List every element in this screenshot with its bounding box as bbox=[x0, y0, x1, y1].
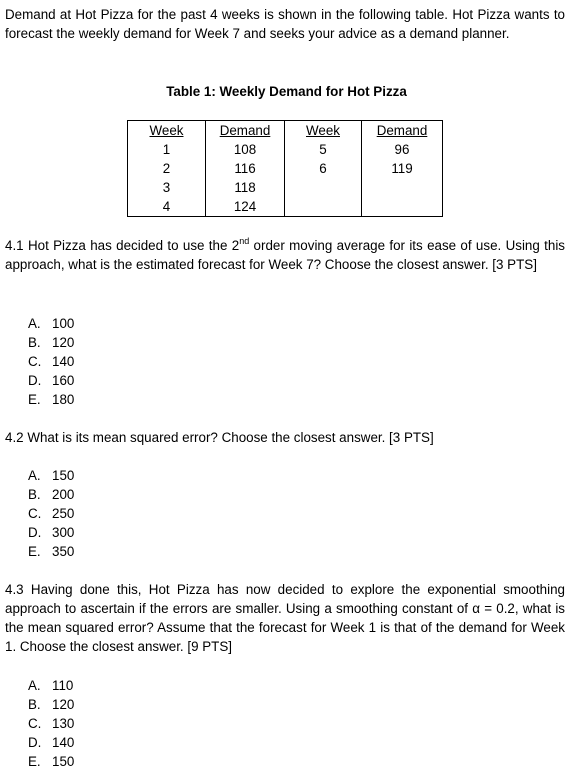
option-value: 100 bbox=[52, 316, 75, 331]
table-cell: 118 bbox=[206, 178, 285, 197]
answer-option bbox=[28, 523, 74, 542]
option-letter: D. bbox=[28, 373, 42, 388]
answer-option bbox=[28, 714, 74, 733]
option-value: 140 bbox=[52, 735, 75, 750]
table-cell: 119 bbox=[362, 159, 443, 178]
table-cell: 116 bbox=[206, 159, 285, 178]
option-letter: A. bbox=[28, 468, 41, 483]
option-letter: E. bbox=[28, 754, 41, 769]
option-letter: E. bbox=[28, 392, 41, 407]
option-value: 150 bbox=[52, 468, 75, 483]
option-value: 120 bbox=[52, 697, 75, 712]
ordinal-superscript: nd bbox=[239, 235, 250, 246]
question-4-1 bbox=[5, 236, 565, 274]
header-week-1: Week bbox=[128, 121, 206, 141]
question-4-2-options bbox=[28, 466, 74, 561]
table-cell: 2 bbox=[128, 159, 206, 178]
answer-option bbox=[28, 542, 74, 561]
table-cell bbox=[285, 178, 362, 197]
header-demand-2: Demand bbox=[362, 121, 443, 141]
option-letter: B. bbox=[28, 487, 41, 502]
option-value: 120 bbox=[52, 335, 75, 350]
answer-option bbox=[28, 733, 74, 752]
answer-option bbox=[28, 314, 74, 333]
answer-option bbox=[28, 352, 74, 371]
option-value: 140 bbox=[52, 354, 75, 369]
table-title: Table 1: Weekly Demand for Hot Pizza bbox=[166, 84, 407, 99]
intro-paragraph: Demand at Hot Pizza for the past 4 weeks is shown in the following table. Hot Pizza wants to forecast the weekly demand for Week 7 and seeks your advice as a demand planner. bbox=[5, 7, 565, 41]
table-row bbox=[128, 159, 443, 178]
table-cell: 6 bbox=[285, 159, 362, 178]
answer-option bbox=[28, 695, 74, 714]
option-letter: C. bbox=[28, 506, 42, 521]
option-value: 350 bbox=[52, 544, 75, 559]
option-value: 130 bbox=[52, 716, 75, 731]
table-cell: 4 bbox=[128, 197, 206, 217]
option-letter: B. bbox=[28, 697, 41, 712]
table-cell: 108 bbox=[206, 140, 285, 159]
answer-option bbox=[28, 466, 74, 485]
answer-option bbox=[28, 676, 74, 695]
table-row bbox=[128, 140, 443, 159]
question-4-1-options bbox=[28, 314, 74, 409]
answer-option bbox=[28, 504, 74, 523]
table-row bbox=[128, 178, 443, 197]
table-cell bbox=[362, 197, 443, 217]
question-4-3: 4.3 Having done this, Hot Pizza has now decided to explore the exponential smoothing approach to ascertain if the errors are smaller. Using a smoothing constant of α = 0.2, what is the mean squared error? Assume that the forecast for Week 1 is that of the demand for Week 1. Choose the closest answer. [9 PTS] bbox=[5, 582, 565, 654]
table-cell bbox=[285, 197, 362, 217]
table-header-row bbox=[128, 121, 443, 141]
table-cell: 124 bbox=[206, 197, 285, 217]
option-letter: C. bbox=[28, 354, 42, 369]
option-value: 110 bbox=[52, 678, 74, 693]
option-value: 180 bbox=[52, 392, 75, 407]
table-cell: 1 bbox=[128, 140, 206, 159]
table-cell bbox=[362, 178, 443, 197]
option-letter: A. bbox=[28, 316, 41, 331]
question-4-2: 4.2 What is its mean squared error? Choose the closest answer. [3 PTS] bbox=[5, 430, 434, 445]
answer-option bbox=[28, 390, 74, 409]
option-value: 200 bbox=[52, 487, 75, 502]
table-row bbox=[128, 197, 443, 217]
demand-table bbox=[127, 120, 443, 217]
option-letter: C. bbox=[28, 716, 42, 731]
question-4-1-text-end: order moving average for its ease of use. Using this approach, what is the estimated forecast for Week 7? Choose the closest answer. [3 PTS] bbox=[5, 238, 565, 272]
option-letter: A. bbox=[28, 678, 41, 693]
header-demand-1: Demand bbox=[206, 121, 285, 141]
answer-option bbox=[28, 752, 74, 771]
option-letter: D. bbox=[28, 735, 42, 750]
question-4-3-options bbox=[28, 676, 74, 771]
answer-option bbox=[28, 371, 74, 390]
option-value: 250 bbox=[52, 506, 75, 521]
header-week-2: Week bbox=[285, 121, 362, 141]
option-letter: D. bbox=[28, 525, 42, 540]
answer-option bbox=[28, 485, 74, 504]
option-letter: B. bbox=[28, 335, 41, 350]
option-value: 150 bbox=[52, 754, 75, 769]
option-value: 160 bbox=[52, 373, 75, 388]
table-cell: 96 bbox=[362, 140, 443, 159]
question-4-1-text-start: 4.1 Hot Pizza has decided to use the 2 bbox=[5, 238, 240, 253]
option-value: 300 bbox=[52, 525, 75, 540]
table-cell: 3 bbox=[128, 178, 206, 197]
answer-option bbox=[28, 333, 74, 352]
table-cell: 5 bbox=[285, 140, 362, 159]
option-letter: E. bbox=[28, 544, 41, 559]
